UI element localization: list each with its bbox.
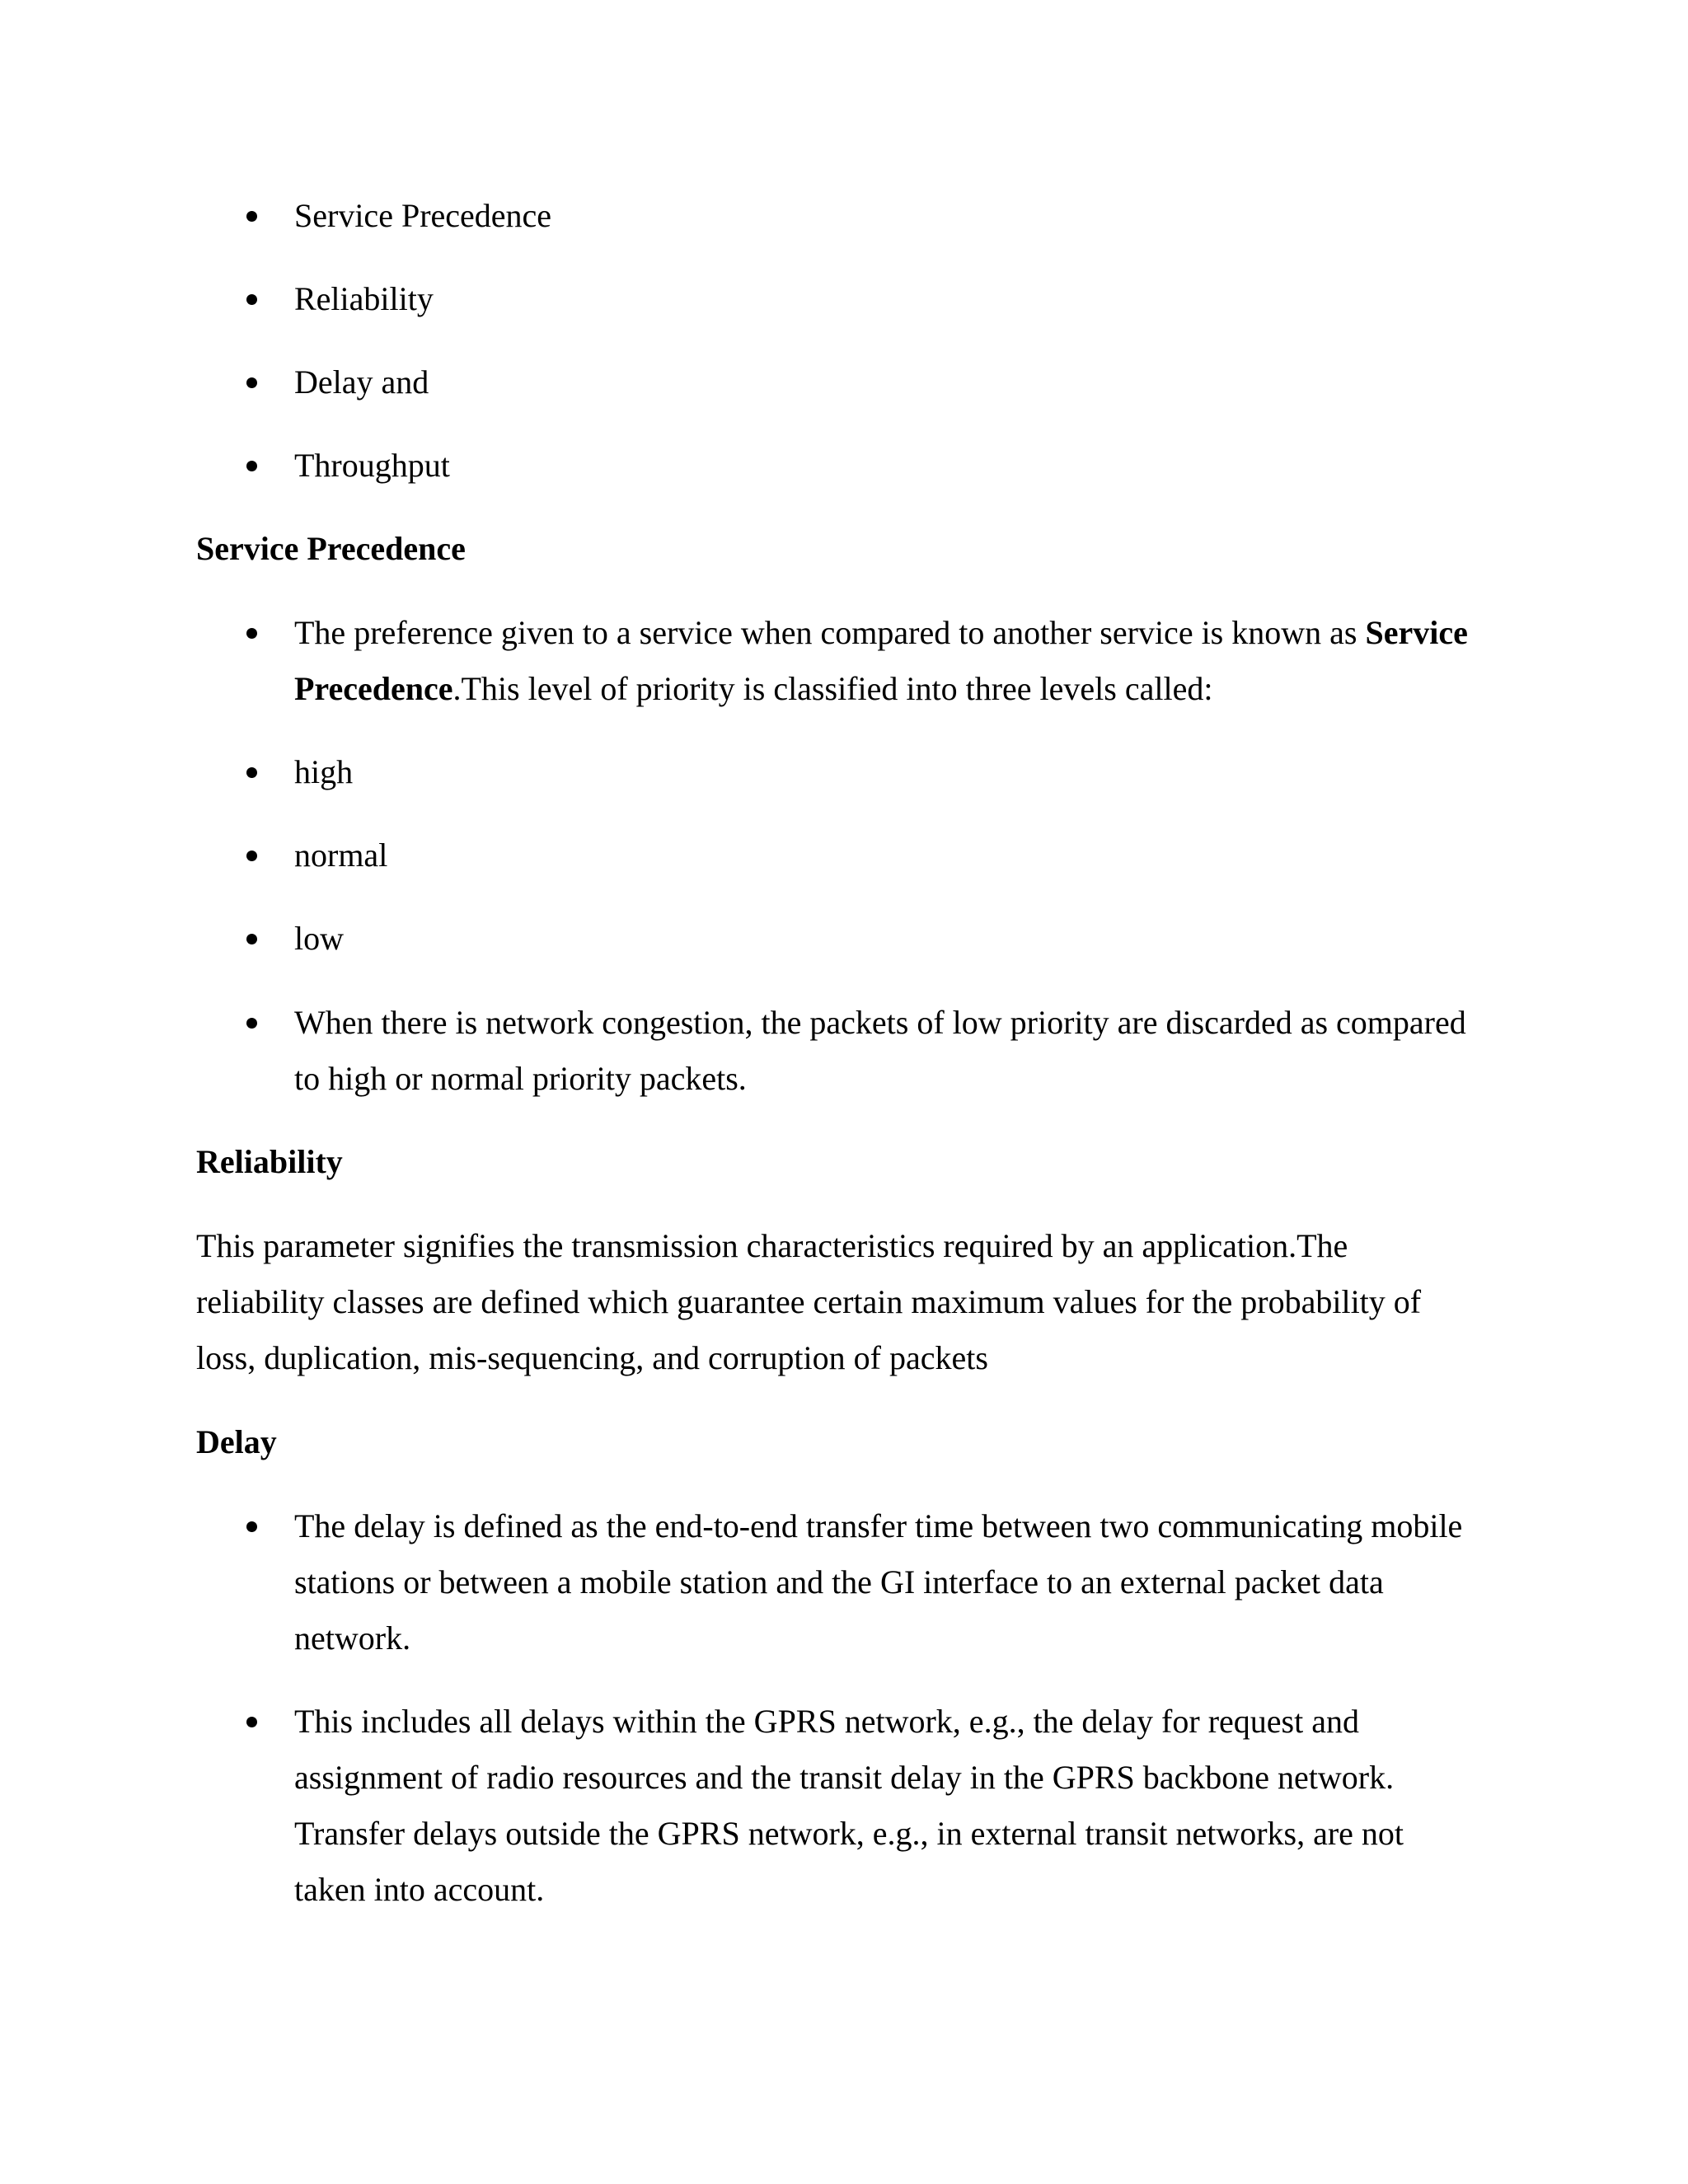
intro-list-item: Service Precedence <box>294 197 552 234</box>
delay-point-line: This includes all delays within the GPRS network, e.g., the delay for request and <box>294 1703 1359 1740</box>
delay-point-line: taken into account. <box>294 1871 545 1908</box>
congestion-text: When there is network congestion, the packets of low priority are discarded as compared <box>294 1004 1466 1041</box>
reliability-paragraph-line: loss, duplication, mis-sequencing, and corruption of packets <box>196 1339 988 1376</box>
priority-level-item: high <box>294 753 354 790</box>
delay-point-line: network. <box>294 1619 411 1657</box>
delay-point-line: The delay is defined as the end-to-end transfer time between two communicating mobile <box>294 1507 1463 1544</box>
bullet-icon <box>246 1521 257 1532</box>
service-precedence-intro-line <box>294 605 1468 661</box>
intro-list-item: Reliability <box>294 280 434 317</box>
bullet-icon <box>246 851 257 861</box>
service-precedence-intro-text: The preference given to a service when compared to another service is known as <box>294 614 1366 651</box>
section-heading-service-precedence: Service Precedence <box>196 530 466 567</box>
service-precedence-intro-line <box>294 661 1212 717</box>
priority-level-item: normal <box>294 837 388 874</box>
bullet-icon <box>246 461 257 471</box>
intro-list-item: Delay and <box>294 363 429 401</box>
bullet-icon <box>246 767 257 778</box>
section-heading-reliability: Reliability <box>196 1143 343 1180</box>
bullet-icon <box>246 1018 257 1029</box>
bullet-icon <box>246 934 257 944</box>
bullet-icon <box>246 628 257 639</box>
bullet-icon <box>246 294 257 305</box>
service-precedence-term: Precedence <box>294 670 453 707</box>
delay-point-line: Transfer delays outside the GPRS network, e.g., in external transit networks, are not <box>294 1815 1404 1852</box>
section-heading-delay: Delay <box>196 1423 277 1460</box>
priority-level-item: low <box>294 920 344 957</box>
reliability-paragraph-line: This parameter signifies the transmission characteristics required by an application.The <box>196 1227 1348 1264</box>
bullet-icon <box>246 377 257 388</box>
service-precedence-term: Service <box>1365 614 1468 651</box>
intro-list-item: Throughput <box>294 447 450 484</box>
bullet-icon <box>246 1717 257 1727</box>
reliability-paragraph-line: reliability classes are defined which guarantee certain maximum values for the probability of <box>196 1283 1422 1320</box>
delay-point-line: stations or between a mobile station and the GI interface to an external packet data <box>294 1563 1384 1601</box>
service-precedence-intro-text: .This level of priority is classified into three levels called: <box>452 670 1213 707</box>
delay-point-line: assignment of radio resources and the transit delay in the GPRS backbone network. <box>294 1759 1395 1796</box>
bullet-icon <box>246 211 257 222</box>
congestion-text: to high or normal priority packets. <box>294 1060 747 1097</box>
